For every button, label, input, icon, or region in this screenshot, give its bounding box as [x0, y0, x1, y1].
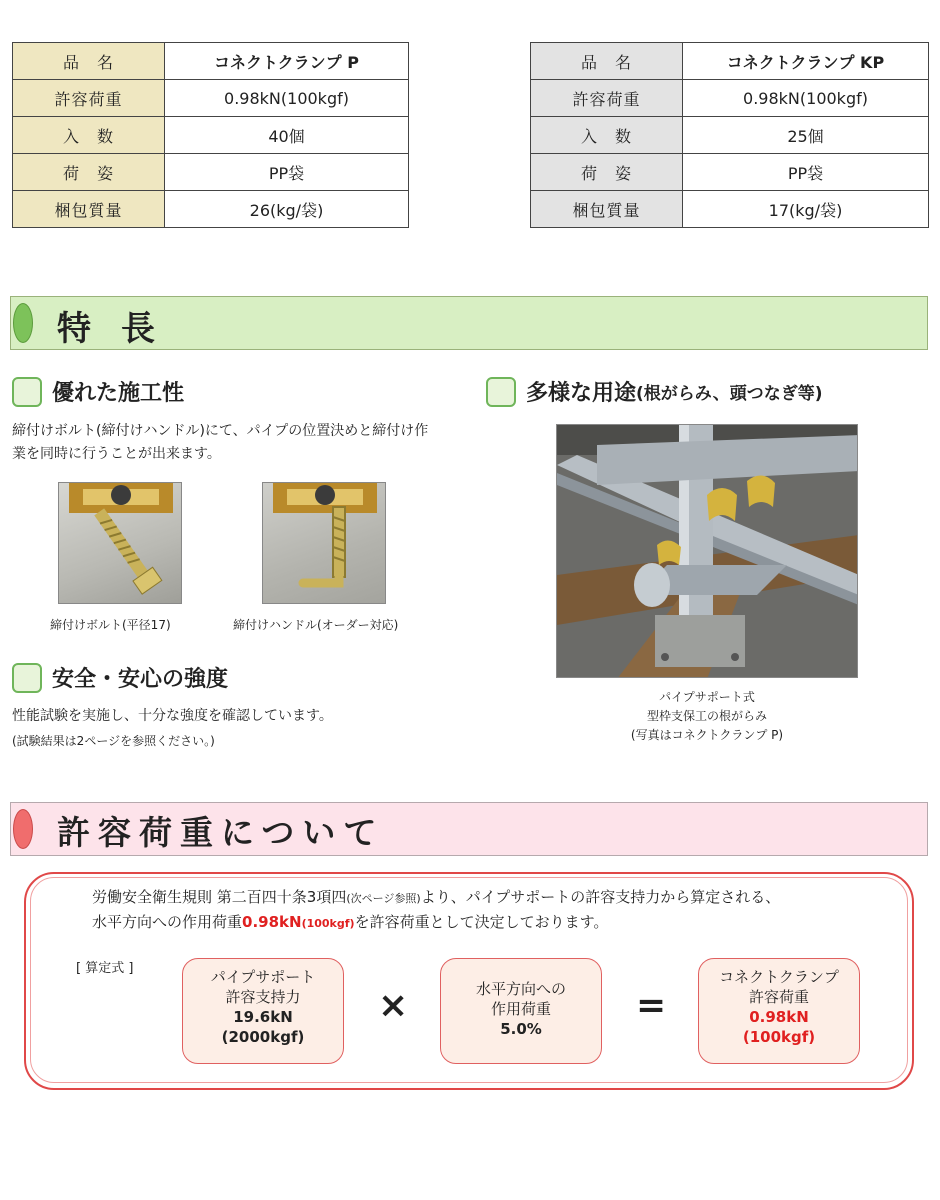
load-text-part: 水平方向への作用荷重 — [92, 913, 243, 931]
box-line: 許容支持力 — [225, 988, 301, 1006]
bolt-photo — [58, 482, 182, 604]
spec-value: PP袋 — [165, 154, 409, 191]
load-text-part: を許容荷重として決定しております。 — [354, 913, 609, 931]
safety-note: (試験結果は2ページを参照ください。) — [12, 734, 215, 748]
table-row — [13, 80, 409, 117]
table-row — [13, 154, 409, 191]
spec-value: コネクトクランプ P — [165, 43, 409, 80]
table-row — [531, 117, 929, 154]
site-caption-line1: パイプサポート式 — [659, 690, 755, 704]
formula-box-horizontal — [440, 958, 602, 1064]
spec-value: コネクトクランプ KP — [683, 43, 929, 80]
table-row — [531, 43, 929, 80]
square-bullet-icon — [12, 663, 42, 693]
spec-key: 梱包質量 — [13, 191, 165, 228]
spec-value: 40個 — [165, 117, 409, 154]
box-line: 許容荷重 — [748, 988, 809, 1006]
load-text-ref: (次ページ参照) — [346, 892, 421, 905]
table-row — [13, 191, 409, 228]
square-bullet-icon — [486, 377, 516, 407]
workability-text: 締付けボルト(締付けハンドル)にて、パイプの位置決めと締付け作業を同時に行うことが出来ます。 — [12, 423, 429, 462]
load-text-line2 — [92, 911, 608, 932]
equals-operator: = — [636, 985, 667, 1026]
spec-key: 荷 姿 — [13, 154, 165, 191]
formula-box-result — [698, 958, 860, 1064]
red-pill-icon — [13, 809, 33, 849]
box-line: パイプサポート — [210, 968, 316, 986]
feature-title: 優れた施工性 — [52, 381, 185, 406]
feature-title: 安全・安心の強度 — [52, 667, 229, 692]
bolt-illustration — [59, 483, 182, 604]
handle-illustration — [263, 483, 386, 604]
site-photo — [556, 424, 858, 678]
times-operator: × — [378, 985, 409, 1026]
spec-table-kp — [530, 42, 929, 228]
feature-subtitle: (根がらみ、頭つなぎ等) — [636, 384, 823, 404]
spec-value: 0.98kN(100kgf) — [165, 80, 409, 117]
box-value: 5.0% — [500, 1020, 542, 1038]
table-row — [531, 154, 929, 191]
handle-photo — [262, 482, 386, 604]
table-row — [13, 117, 409, 154]
table-row — [531, 191, 929, 228]
spec-key: 許容荷重 — [13, 80, 165, 117]
bolt-caption: 締付けボルト(平径17) — [50, 618, 171, 632]
load-text-part: 労働安全衛生規則 第二百四十条3項四 — [92, 888, 347, 906]
spec-table-p — [12, 42, 409, 228]
safety-text: 性能試験を実施し、十分な強度を確認しています。 — [12, 708, 333, 724]
load-title: 許容荷重について — [57, 813, 385, 852]
spec-value: 26(kg/袋) — [165, 191, 409, 228]
formula-box-support — [182, 958, 344, 1064]
feature-heading-workability — [12, 376, 184, 407]
site-caption-line3: (写真はコネクトクランプ P) — [630, 728, 784, 742]
load-banner — [10, 802, 928, 856]
green-pill-icon — [13, 303, 33, 343]
load-text-line1 — [92, 886, 780, 907]
spec-key: 許容荷重 — [531, 80, 683, 117]
box-value: 19.6kN — [233, 1008, 293, 1026]
box-value: 0.98kN — [749, 1008, 809, 1026]
site-illustration — [557, 425, 858, 678]
box-value: (2000kgf) — [221, 1028, 305, 1046]
load-value-kgf: (100kgf) — [301, 917, 355, 930]
load-text-part: より、パイプサポートの許容支持力から算定される、 — [420, 888, 781, 906]
spec-value: 25個 — [683, 117, 929, 154]
table-row — [13, 43, 409, 80]
feature-heading-uses — [486, 376, 823, 407]
spec-key: 梱包質量 — [531, 191, 683, 228]
feature-title: 多様な用途 — [526, 381, 637, 406]
spec-key: 荷 姿 — [531, 154, 683, 191]
spec-value: PP袋 — [683, 154, 929, 191]
spec-value: 0.98kN(100kgf) — [683, 80, 929, 117]
spec-key: 入 数 — [13, 117, 165, 154]
features-banner — [10, 296, 928, 350]
box-line: コネクトクランプ — [719, 968, 839, 986]
square-bullet-icon — [12, 377, 42, 407]
box-line: 水平方向への — [475, 980, 566, 998]
box-line: 作用荷重 — [490, 1000, 551, 1018]
load-value-highlight: 0.98kN — [242, 913, 302, 931]
table-row — [531, 80, 929, 117]
spec-key: 品 名 — [13, 43, 165, 80]
feature-heading-safety — [12, 662, 228, 693]
spec-key: 品 名 — [531, 43, 683, 80]
handle-caption: 締付けハンドル(オーダー対応) — [233, 618, 399, 632]
spec-key: 入 数 — [531, 117, 683, 154]
site-caption-line2: 型枠支保工の根がらみ — [646, 709, 767, 723]
box-value: (100kgf) — [742, 1028, 816, 1046]
formula-label: [ 算定式 ] — [76, 961, 134, 976]
features-title: 特長 — [57, 309, 185, 349]
spec-value: 17(kg/袋) — [683, 191, 929, 228]
